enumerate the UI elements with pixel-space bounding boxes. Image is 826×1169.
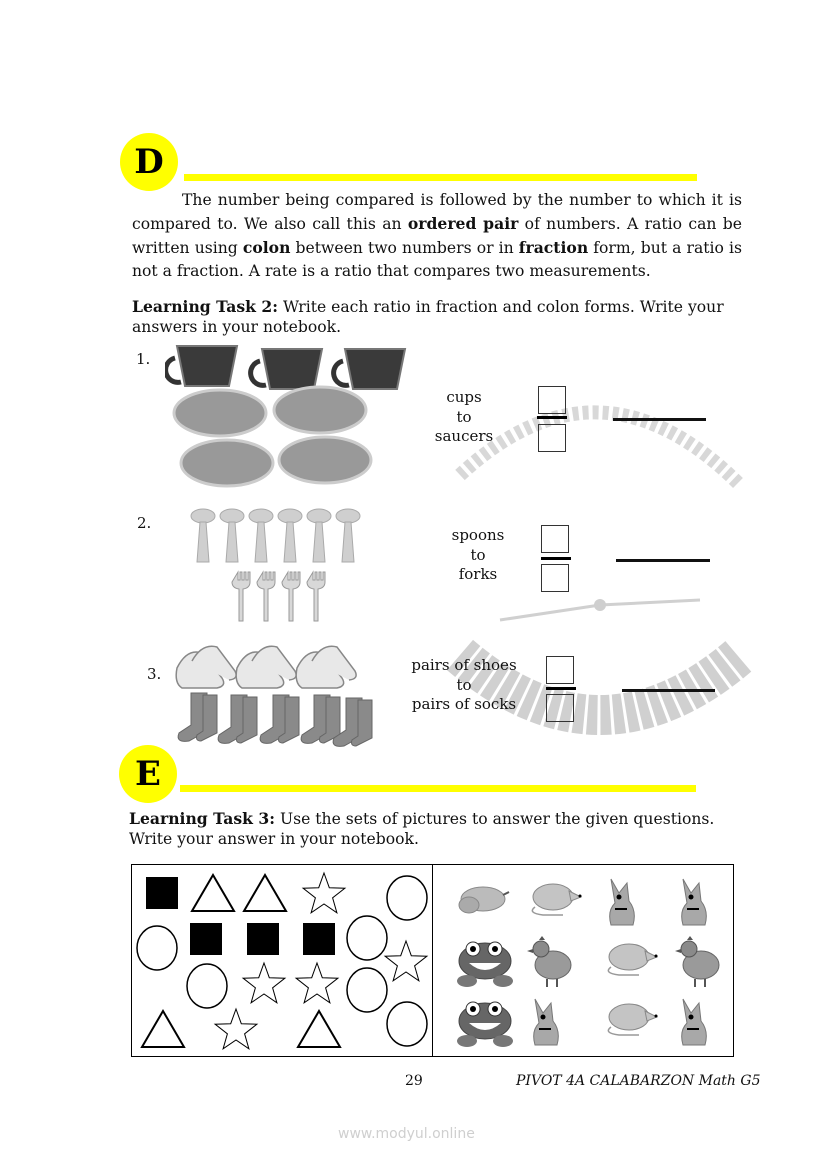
rat-icon bbox=[532, 884, 581, 915]
sock-pair-icon bbox=[218, 695, 257, 743]
task-2-instruction: Write each ratio in fraction and colon forms. Write your answers in your notebook. bbox=[132, 298, 724, 336]
cup-icon bbox=[166, 346, 237, 386]
saucer-icon bbox=[279, 437, 371, 483]
item-2-colon-answer-line[interactable] bbox=[616, 559, 710, 562]
item-3-numerator-box[interactable] bbox=[546, 656, 574, 684]
item-1-label bbox=[424, 388, 504, 447]
item-3-colon-answer-line[interactable] bbox=[622, 689, 715, 692]
square-shape-icon bbox=[146, 877, 178, 909]
item-2-number: 2. bbox=[137, 514, 152, 532]
item-1-number: 1. bbox=[136, 350, 151, 368]
circle-shape-icon bbox=[187, 964, 227, 1008]
learning-task-3 bbox=[129, 809, 729, 849]
shoes-and-socks-picture bbox=[172, 643, 384, 751]
task-3-picture-table bbox=[131, 864, 734, 1057]
frog-icon bbox=[457, 942, 513, 987]
dog-icon bbox=[682, 879, 707, 925]
footer-title: PIVOT 4A CALABARZON Math G5 bbox=[516, 1073, 761, 1089]
learning-task-2 bbox=[132, 297, 744, 337]
circle-shape-icon bbox=[387, 876, 427, 920]
label-line: to bbox=[456, 407, 472, 426]
animals-panel bbox=[433, 865, 733, 1056]
label-line: forks bbox=[458, 565, 498, 583]
item-1-colon-answer-line[interactable] bbox=[613, 418, 706, 421]
label-line: to bbox=[470, 545, 486, 564]
spoon-icon bbox=[191, 509, 215, 562]
label-line: pairs of shoes bbox=[411, 656, 517, 674]
circle-shape-icon bbox=[347, 968, 387, 1012]
triangle-shape-icon bbox=[142, 1011, 184, 1047]
spoon-icon bbox=[278, 509, 302, 562]
spoon-icon bbox=[249, 509, 273, 562]
rat-icon bbox=[608, 944, 657, 975]
star-shape-icon bbox=[243, 963, 285, 1003]
item-3-fraction-bar bbox=[546, 687, 576, 690]
spoons-and-forks-picture bbox=[188, 507, 368, 632]
square-shape-icon bbox=[190, 923, 222, 955]
fork-icon bbox=[282, 572, 300, 621]
item-2-label bbox=[438, 526, 518, 585]
square-shape-icon bbox=[247, 923, 279, 955]
section-d-letter: D bbox=[134, 142, 164, 182]
item-2-denominator-box[interactable] bbox=[541, 564, 569, 592]
term-colon: colon bbox=[242, 238, 291, 257]
section-d-paragraph bbox=[132, 189, 742, 283]
item-1-denominator-box[interactable] bbox=[538, 424, 566, 452]
label-line: saucers bbox=[434, 427, 494, 445]
shoe-pair-icon bbox=[176, 646, 236, 688]
fork-icon bbox=[307, 572, 325, 621]
star-shape-icon bbox=[215, 1009, 257, 1049]
circle-shape-icon bbox=[137, 926, 177, 970]
dog-icon bbox=[610, 879, 635, 925]
page-number: 29 bbox=[405, 1073, 423, 1089]
item-1-numerator-box[interactable] bbox=[538, 386, 566, 414]
fork-icon bbox=[232, 572, 250, 621]
item-2-numerator-box[interactable] bbox=[541, 525, 569, 553]
sock-pair-icon bbox=[301, 695, 340, 743]
shoe-pair-icon bbox=[236, 646, 296, 688]
shoe-pair-icon bbox=[296, 646, 356, 688]
task-2-label: Learning Task 2: bbox=[132, 297, 278, 316]
section-d-underline bbox=[184, 174, 697, 181]
saucer-icon bbox=[181, 440, 273, 486]
site-watermark: www.modyul.online bbox=[338, 1126, 475, 1142]
circle-shape-icon bbox=[347, 916, 387, 960]
cup-icon bbox=[334, 349, 405, 389]
dog-icon bbox=[534, 999, 559, 1045]
cups-and-saucers-picture bbox=[165, 343, 415, 488]
term-ordered-pair: ordered pair bbox=[407, 214, 519, 233]
circle-shape-icon bbox=[387, 1002, 427, 1046]
sock-pair-icon bbox=[260, 695, 299, 743]
shapes-panel bbox=[132, 865, 432, 1056]
section-e-badge bbox=[119, 745, 177, 803]
pig-icon bbox=[459, 887, 509, 913]
task-3-label: Learning Task 3: bbox=[129, 809, 275, 828]
cup-icon bbox=[251, 349, 322, 389]
star-shape-icon bbox=[303, 873, 345, 913]
sock-pair-icon bbox=[178, 693, 217, 741]
section-e-underline bbox=[180, 785, 696, 792]
label-line: to bbox=[456, 675, 472, 694]
paragraph-text: form, but a ratio is not a fraction. A rate is a ratio that compares two measurements. bbox=[132, 239, 742, 280]
item-3-label bbox=[403, 656, 525, 715]
label-line: cups bbox=[446, 388, 482, 406]
item-1-fraction-bar bbox=[537, 416, 567, 419]
hen-icon bbox=[527, 936, 571, 987]
triangle-shape-icon bbox=[298, 1011, 340, 1047]
paragraph-text: The number being compared is followed by the number to which it is compared to. We also call this an bbox=[132, 191, 742, 233]
paragraph-text: of numbers. A ratio can be written using bbox=[132, 215, 742, 257]
star-shape-icon bbox=[296, 963, 338, 1003]
rat-icon bbox=[608, 1004, 657, 1035]
hen-icon bbox=[675, 936, 719, 987]
section-d-badge bbox=[120, 133, 178, 191]
spoon-icon bbox=[220, 509, 244, 562]
item-2-fraction-bar bbox=[541, 557, 571, 560]
item-3-number: 3. bbox=[147, 665, 162, 683]
triangle-shape-icon bbox=[192, 875, 234, 911]
item-3-denominator-box[interactable] bbox=[546, 694, 574, 722]
frog-icon bbox=[457, 1002, 513, 1047]
triangle-shape-icon bbox=[244, 875, 286, 911]
star-shape-icon bbox=[385, 941, 427, 981]
label-line: spoons bbox=[451, 526, 505, 544]
section-e-letter: E bbox=[135, 754, 161, 794]
term-fraction: fraction bbox=[518, 238, 589, 257]
dog-icon bbox=[682, 999, 707, 1045]
label-line: pairs of socks bbox=[411, 695, 517, 713]
saucer-icon bbox=[274, 387, 366, 433]
saucer-icon bbox=[174, 390, 266, 436]
paragraph-text: between two numbers or in bbox=[290, 239, 519, 257]
square-shape-icon bbox=[303, 923, 335, 955]
fork-icon bbox=[257, 572, 275, 621]
task-3-instruction: Use the sets of pictures to answer the given questions. Write your answer in your notebook. bbox=[129, 810, 715, 848]
spoon-icon bbox=[336, 509, 360, 562]
spoon-icon bbox=[307, 509, 331, 562]
